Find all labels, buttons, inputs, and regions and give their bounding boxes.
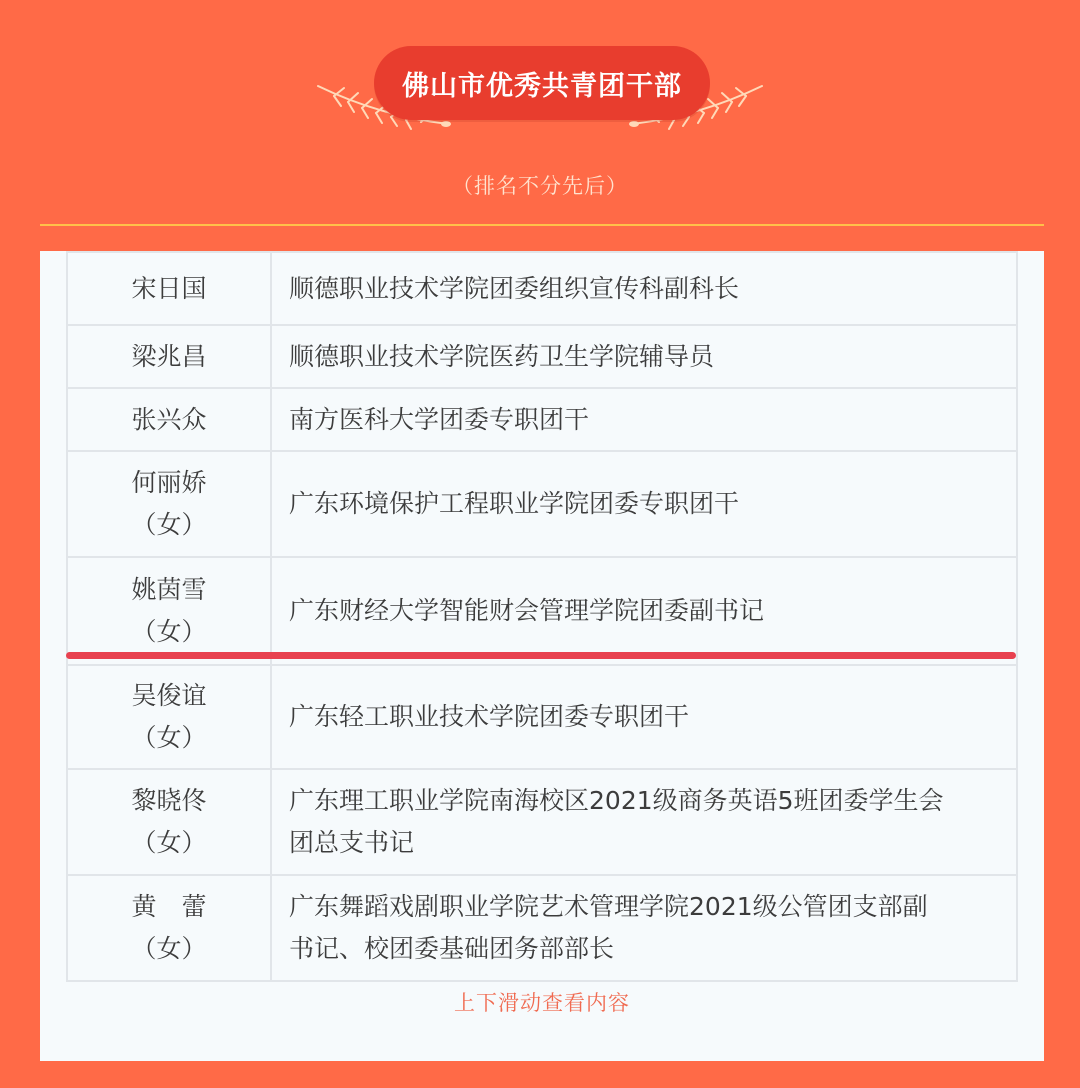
gender-text: （女）: [131, 828, 207, 857]
page-subtitle: （排名不分先后）: [452, 174, 628, 198]
title-cell: [272, 326, 1016, 387]
gender-text: （女）: [131, 934, 207, 963]
table-row: [66, 326, 1018, 389]
name-cell: [68, 253, 272, 324]
header: [0, 0, 1080, 250]
scroll-hint: 上下滑动查看内容: [454, 991, 630, 1015]
title-text: 顺德职业技术学院团委组织宣传科副科长: [289, 273, 740, 303]
name-cell: [68, 666, 272, 768]
title-text: 广东财经大学智能财会管理学院团委副书记: [289, 596, 765, 625]
table-row: [66, 251, 1018, 326]
name-cell: [68, 876, 272, 980]
title-cell: [272, 253, 1016, 324]
name-text: 黎晓佟: [131, 786, 207, 815]
name-cell: [68, 452, 272, 556]
scroll-area[interactable]: [66, 273, 1018, 963]
gender-text: （女）: [131, 617, 207, 646]
highlight-line: [66, 652, 1016, 659]
name-text: 吴俊谊: [131, 681, 207, 710]
name-text: 张兴众: [131, 404, 207, 434]
title-cell: [272, 558, 1016, 664]
name-cell: [68, 389, 272, 450]
content-card: [40, 251, 1044, 1061]
gender-text: （女）: [131, 510, 207, 539]
title-cell: [272, 770, 1016, 874]
name-cell: [68, 558, 272, 664]
gender-text: （女）: [131, 723, 207, 752]
title-cell: [272, 389, 1016, 450]
name-text: 姚茵雪: [131, 575, 207, 604]
name-text: 宋日国: [131, 273, 207, 303]
title-cell: [272, 876, 1016, 980]
table-row: [66, 389, 1018, 452]
title-line-2: 团总支书记: [289, 828, 415, 857]
cadre-table: [66, 251, 1018, 982]
title-line-1: 广东理工职业学院南海校区2021级商务英语5班团委学生会: [289, 786, 944, 815]
name-text: 黄 蕾: [131, 892, 207, 921]
title-cell: [272, 666, 1016, 768]
title-cell: [272, 452, 1016, 556]
title-text: 顺德职业技术学院医药卫生学院辅导员: [289, 341, 715, 371]
title-text: 南方医科大学团委专职团干: [289, 404, 590, 434]
table-row: [66, 770, 1018, 876]
title-text: 广东环境保护工程职业学院团委专职团干: [289, 489, 740, 518]
title-text: 广东轻工职业技术学院团委专职团干: [289, 702, 690, 731]
name-cell: [68, 770, 272, 874]
name-text: 梁兆昌: [131, 341, 207, 371]
table-row: [66, 664, 1018, 770]
table-row: [66, 558, 1018, 664]
name-text: 何丽娇: [131, 468, 207, 497]
name-cell: [68, 326, 272, 387]
table-row: [66, 452, 1018, 558]
title-line-2: 书记、校团委基础团务部部长: [289, 934, 615, 963]
table-row: [66, 876, 1018, 982]
header-divider: [40, 224, 1044, 226]
title-line-1: 广东舞蹈戏剧职业学院艺术管理学院2021级公管团支部副: [289, 892, 928, 921]
page-title: 佛山市优秀共青团干部: [374, 46, 710, 120]
